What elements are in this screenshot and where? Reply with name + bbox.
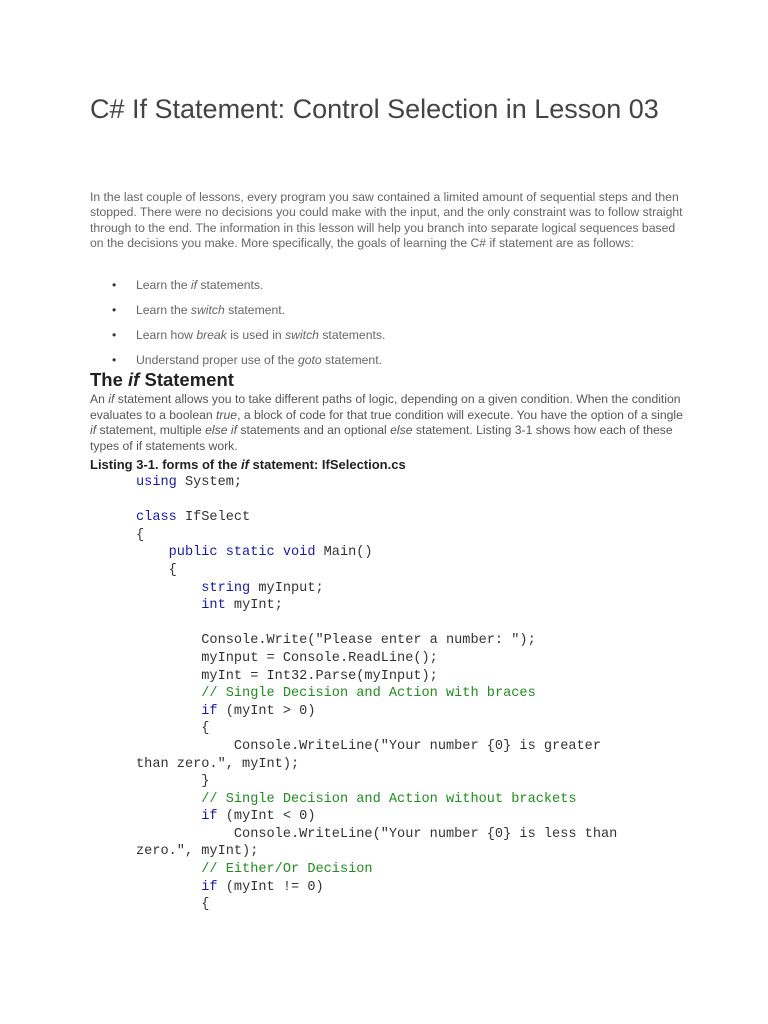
code-line: using System; bbox=[136, 475, 243, 490]
code-listing bbox=[136, 474, 617, 914]
goals-list bbox=[112, 277, 672, 377]
code-line: if (myInt != 0) bbox=[201, 879, 324, 895]
bullet-icon: • bbox=[112, 328, 117, 342]
code-line: public static void Main() bbox=[168, 545, 373, 561]
code-line: Console.WriteLine("Your number {0} is less than bbox=[136, 826, 618, 842]
code-line: zero.", myInt); bbox=[136, 844, 259, 860]
code-line: { bbox=[136, 897, 210, 913]
listing-caption: Listing 3-1. forms of the if statement: IfSelection.cs bbox=[90, 457, 406, 472]
list-item: • Learn how break is used in switch statements. bbox=[112, 328, 386, 342]
code-line: } bbox=[136, 774, 210, 790]
bullet-icon: • bbox=[112, 353, 117, 367]
code-line: Console.WriteLine("Your number {0} is greater bbox=[136, 738, 601, 754]
list-item: • Learn the if statements. bbox=[112, 278, 264, 292]
code-line: Console.Write("Please enter a number: "); bbox=[136, 633, 536, 649]
code-line: { bbox=[136, 527, 145, 543]
intro-paragraph: In the last couple of lessons, every program you saw contained a limited amount of sequential steps and then stopped. There were no decisions you could make with the input, and the only constraint was to follow straight through to the end. The information in this lesson will help you branch into separate logical sequences based on the decisions you make. More specifically, the goals of learning the C# if statement are as follows: bbox=[90, 190, 683, 250]
code-line: { bbox=[136, 721, 210, 737]
list-item: • Understand proper use of the goto statement. bbox=[112, 353, 382, 367]
code-line: class IfSelect bbox=[136, 510, 251, 526]
section-heading: The if Statement bbox=[90, 369, 234, 390]
code-line: if (myInt > 0) bbox=[201, 703, 316, 719]
code-line bbox=[136, 615, 617, 633]
code-line: string myInput; bbox=[201, 580, 324, 596]
page-title: C# If Statement: Control Selection in Lesson 03 bbox=[90, 94, 659, 124]
code-line: if (myInt < 0) bbox=[201, 809, 316, 825]
code-line bbox=[136, 492, 617, 510]
code-line: // Single Decision and Action without brackets bbox=[201, 791, 577, 807]
section-paragraph: An if statement allows you to take different paths of logic, depending on a given condition. When the condition evaluates to a boolean true, a block of code for that true condition will execute. You have the option of a single if statement, multiple else if statements and an optional else statement. Listing 3-1 shows how each of these types of if statements work. bbox=[90, 392, 683, 453]
code-line: // Single Decision and Action with braces bbox=[201, 686, 536, 702]
bullet-icon: • bbox=[112, 303, 117, 317]
code-line: than zero.", myInt); bbox=[136, 756, 300, 772]
code-line: myInput = Console.ReadLine(); bbox=[136, 650, 438, 666]
list-item: • Learn the switch statement. bbox=[112, 303, 286, 317]
code-line: int myInt; bbox=[201, 598, 283, 614]
code-line: myInt = Int32.Parse(myInput); bbox=[136, 668, 438, 684]
bullet-icon: • bbox=[112, 278, 117, 292]
code-line: // Either/Or Decision bbox=[201, 862, 373, 878]
code-line: { bbox=[136, 562, 177, 578]
